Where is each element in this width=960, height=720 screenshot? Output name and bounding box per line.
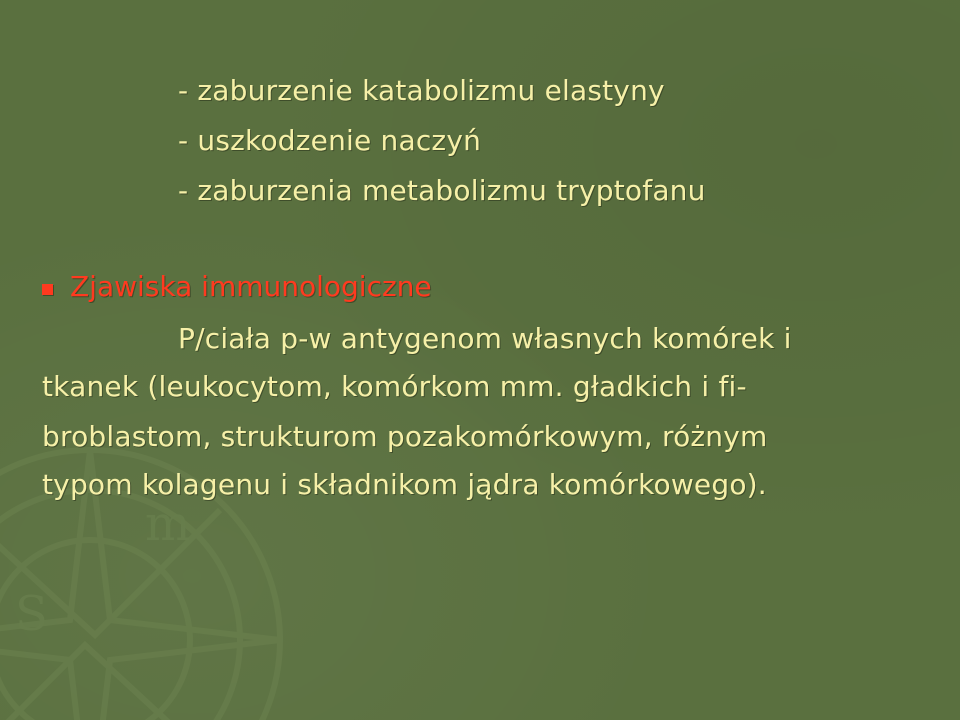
sub-item-tryptophan: - zaburzenia metabolizmu tryptofanu (178, 174, 706, 207)
paragraph-line-4: typom kolagenu i składnikom jądra komórkowego). (42, 468, 767, 501)
paragraph-line-1: P/ciała p-w antygenom własnych komórek i (178, 322, 792, 355)
bullet-heading (42, 270, 432, 304)
paragraph-line-2: tkanek (leukocytom, komórkom mm. gładkich i fi- (42, 370, 747, 403)
square-bullet-icon (42, 284, 53, 295)
sub-item-catabolism: - zaburzenie katabolizmu elastyny (178, 74, 665, 107)
compass-letter-m: m (145, 496, 191, 552)
paragraph-line-3: broblastom, strukturom pozakomórkowym, różnym (42, 420, 768, 453)
heading-text: Zjawiska immunologiczne (70, 270, 432, 303)
compass-letter-s: S (15, 586, 48, 642)
sub-item-vessel-damage: - uszkodzenie naczyń (178, 124, 482, 157)
